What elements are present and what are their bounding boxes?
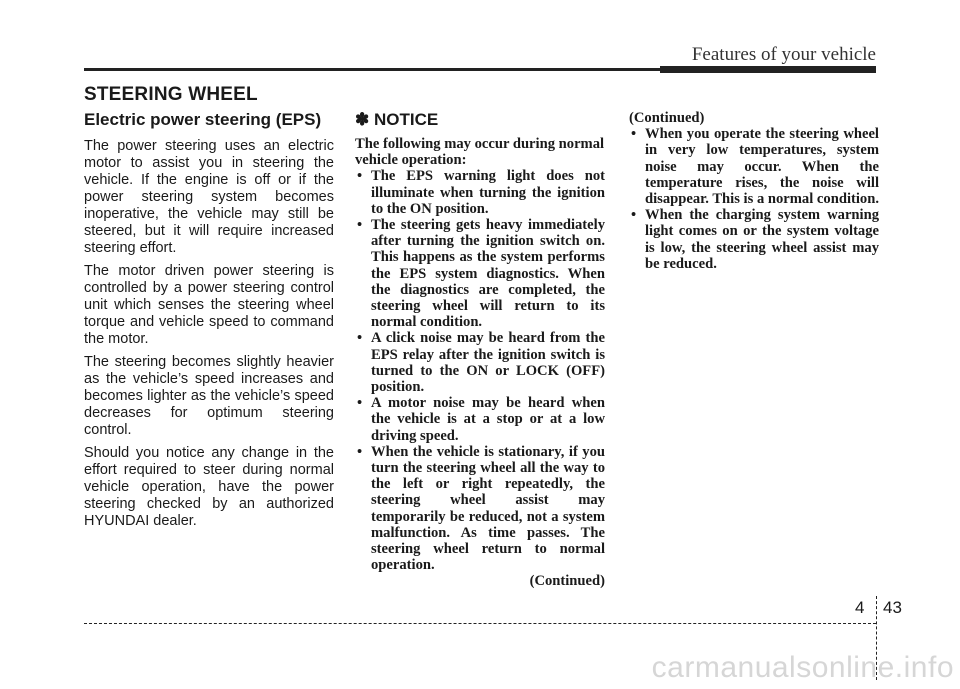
bullet-icon: • <box>357 168 363 185</box>
bullet-icon: • <box>631 207 637 224</box>
chapter-number: 4 <box>855 598 865 617</box>
footer-rule <box>84 623 876 624</box>
eps-paragraph: The power steering uses an electric motor to assist you in steering the vehicle. If the engine is off or if the power steering system becomes inoperative, the vehicle may still be steered, but it will require increased steering effort. <box>84 138 334 256</box>
notice-item-text: The steering gets heavy immediately after turning the ignition switch on. This happens as the system performs the EPS system diagnostics. When the diagnostics are completed, the steering wheel will return to its normal condition. <box>371 217 605 331</box>
bullet-icon: • <box>357 443 363 460</box>
notice-item <box>629 207 879 272</box>
notice-label: NOTICE <box>373 110 439 129</box>
notice-item <box>629 126 879 207</box>
column-left <box>84 110 334 536</box>
notice-list <box>355 168 605 573</box>
notice-intro: The following may occur during normal vehicle operation: <box>355 136 605 169</box>
notice-item-text: A click noise may be heard from the EPS relay after the ignition switch is turned to the ON or LOCK (OFF) position. <box>371 330 605 396</box>
bullet-icon: • <box>357 330 363 347</box>
notice-heading <box>355 110 605 130</box>
running-header: Features of your vehicle <box>691 44 876 65</box>
eps-paragraph: Should you notice any change in the effort required to steer during normal vehicle operation, have the power steering checked by an authorized HYUNDAI dealer. <box>84 445 334 529</box>
notice-item <box>355 217 605 330</box>
notice-item-text: When you operate the steering wheel in very low temperatures, system noise may occur. When the temperature rises, the noise will disappear. This is a normal condition. <box>645 126 879 208</box>
eps-paragraph: The motor driven power steering is controlled by a power steering control unit which senses the steering wheel torque and vehicle speed to command the motor. <box>84 263 334 347</box>
notice-item <box>355 395 605 444</box>
notice-item-text: When the charging system warning light comes on or the system voltage is low, the steering wheel assist may be reduced. <box>645 207 879 272</box>
column-middle <box>355 110 605 590</box>
eps-heading: Electric power steering (EPS) <box>84 110 322 129</box>
notice-item-text: When the vehicle is stationary, if you turn the steering wheel all the way to the left or right repeatedly, the steering wheel assist may temporarily be reduced, not a system malfunction. As time passes. The steering wheel return to normal operation. <box>371 443 605 574</box>
section-title: STEERING WHEEL <box>84 84 258 105</box>
notice-item <box>355 330 605 395</box>
header-rule-accent <box>660 66 876 73</box>
notice-list-continued <box>629 126 879 272</box>
notice-item-text: The EPS warning light does not illuminate when turning the ignition to the ON position. <box>371 168 605 217</box>
notice-star-icon: ✽ <box>355 110 370 129</box>
column-right <box>629 110 879 272</box>
notice-item <box>355 444 605 574</box>
continued-label: (Continued) <box>629 110 705 126</box>
continued-label: (Continued) <box>529 573 605 590</box>
eps-paragraph: The steering becomes slightly heavier as the vehicle’s speed increases and becomes lighter as the vehicle’s speed decreases for optimum steering control. <box>84 354 334 438</box>
page-number: 43 <box>883 598 902 617</box>
watermark: carmanualsonline.info <box>651 651 954 684</box>
notice-item <box>355 168 605 217</box>
bullet-icon: • <box>357 217 363 234</box>
notice-item-text: A motor noise may be heard when the vehicle is at a stop or at a low driving speed. <box>371 395 605 444</box>
bullet-icon: • <box>631 126 637 143</box>
bullet-icon: • <box>357 395 363 412</box>
